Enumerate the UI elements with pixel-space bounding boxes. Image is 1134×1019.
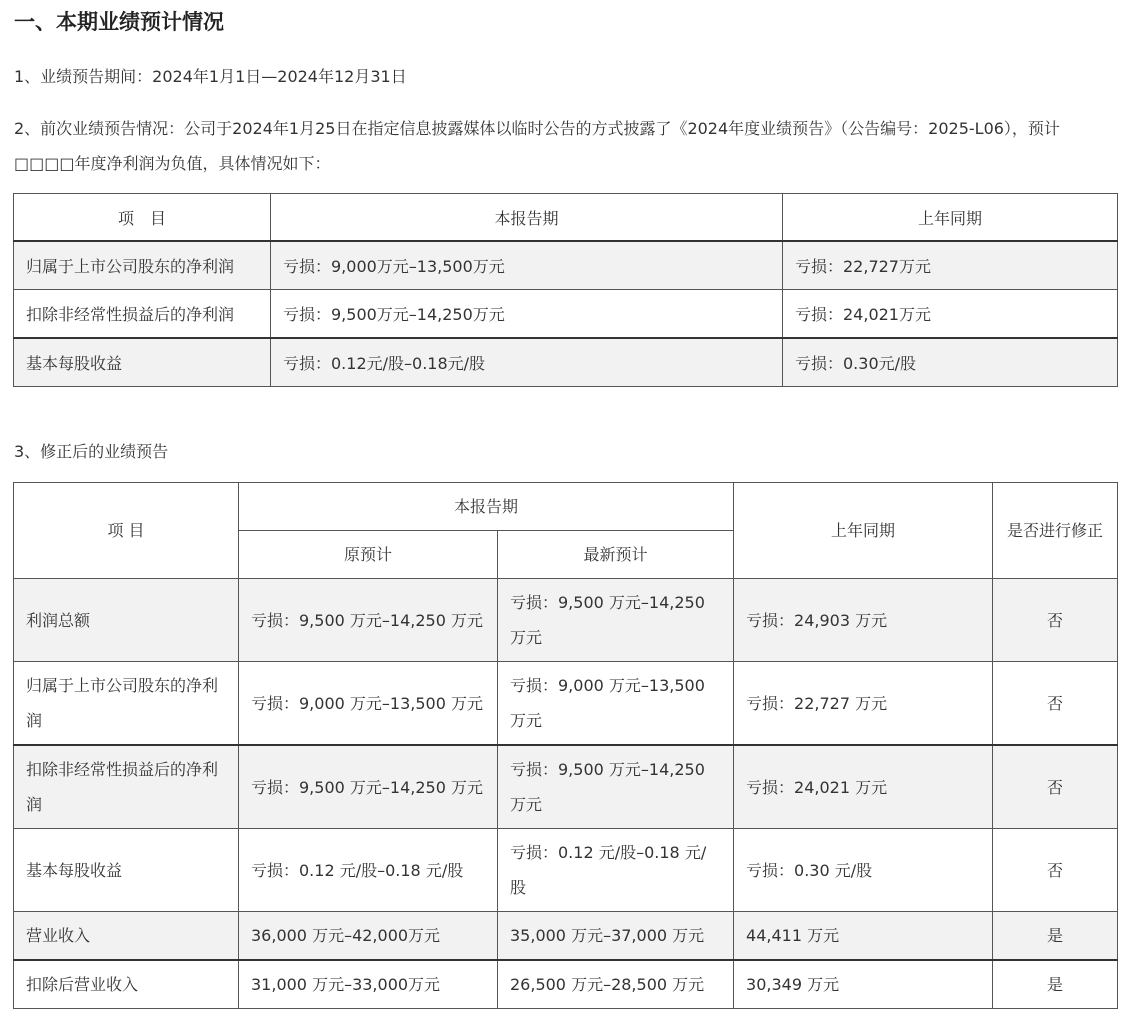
header-prior-period: 上年同期 <box>734 483 993 579</box>
row-label: 扣除非经常性损益后的净利润 <box>14 745 239 829</box>
previous-forecast-table <box>13 193 1118 387</box>
original-forecast: 36,000 万元–42,000万元 <box>239 912 498 961</box>
original-forecast: 亏损：0.12 元/股–0.18 元/股 <box>239 829 498 912</box>
header-latest-forecast: 最新预计 <box>498 531 734 579</box>
latest-forecast: 亏损：9,000 万元–13,500 万元 <box>498 662 734 746</box>
prior-value: 30,349 万元 <box>734 960 993 1009</box>
header-current-period: 本报告期 <box>271 194 783 242</box>
revised-flag: 否 <box>993 745 1118 829</box>
latest-forecast: 亏损：9,500 万元–14,250 万元 <box>498 745 734 829</box>
revised-flag: 是 <box>993 960 1118 1009</box>
latest-forecast: 35,000 万元–37,000 万元 <box>498 912 734 961</box>
revised-forecast-table <box>13 482 1118 1009</box>
header-item: 项 目 <box>14 483 239 579</box>
row-label: 利润总额 <box>14 579 239 662</box>
revised-flag: 否 <box>993 662 1118 746</box>
row-label: 归属于上市公司股东的净利润 <box>14 241 271 290</box>
revised-flag: 否 <box>993 829 1118 912</box>
revised-flag: 否 <box>993 579 1118 662</box>
prior-value: 亏损：24,903 万元 <box>734 579 993 662</box>
table-row <box>14 579 1118 662</box>
prior-value: 亏损：24,021万元 <box>783 290 1118 339</box>
header-original-forecast: 原预计 <box>239 531 498 579</box>
row-label: 扣除后营业收入 <box>14 960 239 1009</box>
current-value: 亏损：9,500万元–14,250万元 <box>271 290 783 339</box>
previous-forecast-line2: □□□□年度净利润为负值，具体情况如下： <box>14 154 331 173</box>
table-row <box>14 241 1118 290</box>
original-forecast: 亏损：9,500 万元–14,250 万元 <box>239 579 498 662</box>
prior-value: 亏损：0.30元/股 <box>783 338 1118 387</box>
latest-forecast: 亏损：0.12 元/股–0.18 元/股 <box>498 829 734 912</box>
row-label: 扣除非经常性损益后的净利润 <box>14 290 271 339</box>
prior-value: 亏损：22,727 万元 <box>734 662 993 746</box>
revised-flag: 是 <box>993 912 1118 961</box>
header-current-period: 本报告期 <box>239 483 734 531</box>
row-label: 营业收入 <box>14 912 239 961</box>
table-row <box>14 912 1118 961</box>
current-value: 亏损：9,000万元–13,500万元 <box>271 241 783 290</box>
prior-value: 亏损：24,021 万元 <box>734 745 993 829</box>
row-label: 基本每股收益 <box>14 829 239 912</box>
table-row <box>14 290 1118 339</box>
header-item: 项 目 <box>14 194 271 242</box>
original-forecast: 31,000 万元–33,000万元 <box>239 960 498 1009</box>
prior-value: 亏损：22,727万元 <box>783 241 1118 290</box>
header-revised: 是否进行修正 <box>993 483 1118 579</box>
latest-forecast: 亏损：9,500 万元–14,250 万元 <box>498 579 734 662</box>
table-row <box>14 338 1118 387</box>
revised-forecast-title: 3、修正后的业绩预告 <box>14 442 169 461</box>
latest-forecast: 26,500 万元–28,500 万元 <box>498 960 734 1009</box>
table-row <box>14 960 1118 1009</box>
previous-forecast-line1: 2、前次业绩预告情况：公司于2024年1月25日在指定信息披露媒体以临时公告的方式披露了《2024年度业绩预告》（公告编号：2025-L06），预计 <box>14 119 1060 138</box>
table-row <box>14 745 1118 829</box>
row-label: 基本每股收益 <box>14 338 271 387</box>
current-value: 亏损：0.12元/股–0.18元/股 <box>271 338 783 387</box>
forecast-period: 1、业绩预告期间：2024年1月1日—2024年12月31日 <box>14 67 407 86</box>
header-prior-period: 上年同期 <box>783 194 1118 242</box>
prior-value: 亏损：0.30 元/股 <box>734 829 993 912</box>
original-forecast: 亏损：9,500 万元–14,250 万元 <box>239 745 498 829</box>
prior-value: 44,411 万元 <box>734 912 993 961</box>
original-forecast: 亏损：9,000 万元–13,500 万元 <box>239 662 498 746</box>
row-label: 归属于上市公司股东的净利润 <box>14 662 239 746</box>
table-row <box>14 662 1118 746</box>
section-heading: 一、本期业绩预计情况 <box>14 10 224 34</box>
table-row <box>14 829 1118 912</box>
